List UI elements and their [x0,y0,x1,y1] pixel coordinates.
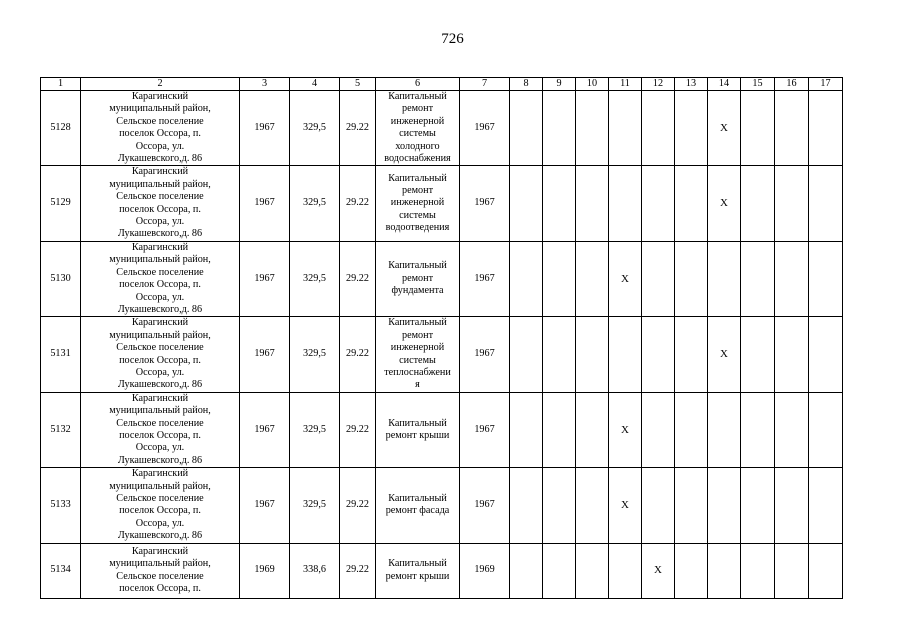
work-type-cell-line: ремонт крыши [385,570,450,582]
column-number: 2 [81,78,240,91]
address-cell-line: муниципальный район, [109,103,211,115]
address-cell-line: Лукашевского,д. 86 [117,379,203,391]
mark-cell-14: X [708,317,741,392]
address-cell-line: поселок Оссора, п. [119,583,201,595]
address-cell-line: Лукашевского,д. 86 [117,454,203,466]
address-cell-line: Карагинский [131,317,189,329]
work-type-cell-line: Капитальный [388,172,447,184]
mark-cell-12 [642,317,675,392]
record-id: 5134 [41,543,81,598]
work-type-cell [376,468,460,543]
mark-cell-17 [809,468,843,543]
mark-cell-13 [675,91,708,166]
work-type-cell [376,392,460,467]
mark-cell-8 [510,91,543,166]
mark-cell-11 [609,317,642,392]
rate-value: 29.22 [340,91,376,166]
column-number: 3 [240,78,290,91]
build-year: 1967 [240,392,290,467]
record-id: 5132 [41,392,81,467]
mark-cell-9 [543,543,576,598]
work-type-cell-line: Капитальный [388,493,447,504]
mark-cell-14 [708,543,741,598]
column-number: 10 [576,78,609,91]
column-number: 14 [708,78,741,91]
table-row [41,468,843,543]
address-cell-line: Сельское поселение [116,570,204,582]
mark-cell-10 [576,317,609,392]
mark-cell-13 [675,317,708,392]
mark-cell-8 [510,241,543,316]
mark-cell-12 [642,91,675,166]
address-cell-line: Сельское поселение [116,493,204,504]
work-type-cell-line: инженерной [390,115,445,127]
mark-cell-8 [510,468,543,543]
work-type-cell-line: инженерной [390,342,445,354]
mark-cell-16 [775,392,809,467]
work-type-cell-line: теплоснабжени [384,366,451,378]
address-cell-line: поселок Оссора, п. [119,429,201,441]
mark-cell-9 [543,241,576,316]
rate-value: 29.22 [340,468,376,543]
work-type-cell-line: ремонт [401,185,434,197]
mark-cell-8 [510,166,543,241]
mark-cell-9 [543,468,576,543]
mark-cell-12 [642,392,675,467]
address-cell-line: Сельское поселение [116,191,204,203]
mark-cell-16 [775,317,809,392]
work-type-cell [376,166,460,241]
build-year: 1967 [240,468,290,543]
rate-value: 29.22 [340,166,376,241]
address-cell [81,166,240,241]
column-number: 6 [376,78,460,91]
build-year: 1967 [240,91,290,166]
mark-cell-16 [775,91,809,166]
column-number: 4 [290,78,340,91]
work-type-cell [376,317,460,392]
work-type-cell-line: системы [399,209,436,221]
mark-cell-10 [576,468,609,543]
repair-year: 1969 [460,543,510,598]
mark-cell-9 [543,317,576,392]
repair-year: 1967 [460,91,510,166]
address-cell [81,468,240,543]
mark-cell-16 [775,166,809,241]
column-number: 15 [741,78,775,91]
area-value: 329,5 [290,392,340,467]
mark-cell-13 [675,166,708,241]
mark-cell-15 [741,241,775,316]
mark-cell-10 [576,543,609,598]
column-number: 12 [642,78,675,91]
work-type-cell-line: Капитальный [388,558,447,570]
address-cell-line: поселок Оссора, п. [119,354,201,366]
mark-cell-9 [543,166,576,241]
address-cell-line: Карагинский [131,392,189,404]
mark-cell-15 [741,392,775,467]
record-id: 5129 [41,166,81,241]
mark-cell-14: X [708,91,741,166]
page-number: 726 [441,31,464,47]
address-cell-line: Карагинский [131,91,189,102]
mark-cell-10 [576,241,609,316]
work-type-cell-line: водоснабжения [384,153,451,165]
mark-cell-14 [708,241,741,316]
repair-year: 1967 [460,468,510,543]
rate-value: 29.22 [340,543,376,598]
mark-cell-13 [675,543,708,598]
address-cell-line: Лукашевского,д. 86 [117,228,203,240]
repair-year: 1967 [460,317,510,392]
mark-cell-17 [809,543,843,598]
mark-cell-14 [708,468,741,543]
column-number: 13 [675,78,708,91]
mark-cell-11: X [609,241,642,316]
address-cell-line: поселок Оссора, п. [119,128,201,140]
column-number: 1 [41,78,81,91]
repair-year: 1967 [460,392,510,467]
address-cell-line: поселок Оссора, п. [119,505,201,517]
mark-cell-17 [809,166,843,241]
work-type-cell-line: ремонт [401,329,434,341]
mark-cell-13 [675,468,708,543]
area-value: 329,5 [290,91,340,166]
address-cell-line: Сельское поселение [116,417,204,429]
address-cell [81,91,240,166]
column-number-row [41,78,843,91]
rate-value: 29.22 [340,241,376,316]
mark-cell-9 [543,392,576,467]
work-type-cell-line: Капитальный [388,91,447,102]
build-year: 1967 [240,317,290,392]
area-value: 329,5 [290,468,340,543]
work-type-cell-line: я [415,379,420,391]
mark-cell-15 [741,543,775,598]
mark-cell-10 [576,166,609,241]
work-type-cell-line: ремонт фасада [385,505,450,517]
mark-cell-12 [642,468,675,543]
record-id: 5130 [41,241,81,316]
mark-cell-12 [642,166,675,241]
mark-cell-16 [775,241,809,316]
table-row [41,543,843,598]
repair-year: 1967 [460,166,510,241]
work-type-cell-line: Капитальный [388,317,447,329]
work-type-cell-line: водоотведения [385,222,450,234]
mark-cell-15 [741,166,775,241]
mark-cell-11 [609,166,642,241]
rate-value: 29.22 [340,317,376,392]
table-row [41,91,843,166]
mark-cell-11 [609,543,642,598]
column-number: 5 [340,78,376,91]
mark-cell-8 [510,392,543,467]
mark-cell-16 [775,468,809,543]
mark-cell-10 [576,392,609,467]
mark-cell-15 [741,468,775,543]
address-cell-line: Карагинский [131,241,189,253]
mark-cell-11: X [609,392,642,467]
address-cell-line: Оссора, ул. [135,517,185,529]
rate-value: 29.22 [340,392,376,467]
work-type-cell-line: Капитальный [388,260,447,272]
column-number: 11 [609,78,642,91]
address-cell-line: Оссора, ул. [135,291,185,303]
work-type-cell-line: системы [399,128,436,140]
address-cell-line: Сельское поселение [116,342,204,354]
column-number: 9 [543,78,576,91]
mark-cell-16 [775,543,809,598]
address-cell-line: Лукашевского,д. 86 [117,303,203,315]
build-year: 1969 [240,543,290,598]
repair-year: 1967 [460,241,510,316]
column-number: 16 [775,78,809,91]
work-type-cell-line: Капитальный [388,417,447,429]
register-table [40,77,843,599]
column-number: 17 [809,78,843,91]
address-cell-line: Карагинский [131,545,189,557]
area-value: 329,5 [290,166,340,241]
address-cell-line: поселок Оссора, п. [119,279,201,291]
table-row [41,241,843,316]
address-cell-line: Лукашевского,д. 86 [117,153,203,165]
address-cell [81,241,240,316]
work-type-cell-line: фундамента [391,285,444,297]
work-type-cell-line: ремонт [401,103,434,115]
address-cell-line: муниципальный район, [109,178,211,190]
mark-cell-13 [675,241,708,316]
work-type-cell [376,241,460,316]
address-cell [81,392,240,467]
address-cell-line: муниципальный район, [109,480,211,492]
mark-cell-17 [809,317,843,392]
address-cell-line: Карагинский [131,468,189,480]
mark-cell-14: X [708,166,741,241]
work-type-cell-line: инженерной [390,197,445,209]
mark-cell-17 [809,241,843,316]
address-cell [81,543,240,598]
column-number: 7 [460,78,510,91]
record-id: 5133 [41,468,81,543]
address-cell-line: Сельское поселение [116,115,204,127]
address-cell-line: муниципальный район, [109,329,211,341]
work-type-cell-line: ремонт [401,272,434,284]
work-type-cell [376,91,460,166]
address-cell-line: Оссора, ул. [135,216,185,228]
address-cell-line: поселок Оссора, п. [119,203,201,215]
address-cell-line: Сельское поселение [116,266,204,278]
address-cell-line: муниципальный район, [109,558,211,570]
mark-cell-10 [576,91,609,166]
build-year: 1967 [240,241,290,316]
mark-cell-17 [809,91,843,166]
address-cell-line: Оссора, ул. [135,140,185,152]
mark-cell-11 [609,91,642,166]
mark-cell-15 [741,317,775,392]
table-row [41,166,843,241]
mark-cell-9 [543,91,576,166]
address-cell [81,317,240,392]
area-value: 338,6 [290,543,340,598]
table-row [41,392,843,467]
area-value: 329,5 [290,317,340,392]
address-cell-line: Лукашевского,д. 86 [117,530,203,542]
mark-cell-17 [809,392,843,467]
address-cell-line: муниципальный район, [109,405,211,417]
mark-cell-11: X [609,468,642,543]
mark-cell-15 [741,91,775,166]
mark-cell-12 [642,241,675,316]
mark-cell-13 [675,392,708,467]
address-cell-line: Оссора, ул. [135,442,185,454]
mark-cell-8 [510,543,543,598]
record-id: 5128 [41,91,81,166]
record-id: 5131 [41,317,81,392]
table-row [41,317,843,392]
build-year: 1967 [240,166,290,241]
mark-cell-8 [510,317,543,392]
address-cell-line: муниципальный район, [109,254,211,266]
work-type-cell-line: ремонт крыши [385,429,450,441]
work-type-cell-line: системы [399,354,436,366]
work-type-cell [376,543,460,598]
mark-cell-14 [708,392,741,467]
column-number: 8 [510,78,543,91]
work-type-cell-line: холодного [395,140,440,152]
mark-cell-12: X [642,543,675,598]
address-cell-line: Карагинский [131,166,189,178]
address-cell-line: Оссора, ул. [135,366,185,378]
area-value: 329,5 [290,241,340,316]
